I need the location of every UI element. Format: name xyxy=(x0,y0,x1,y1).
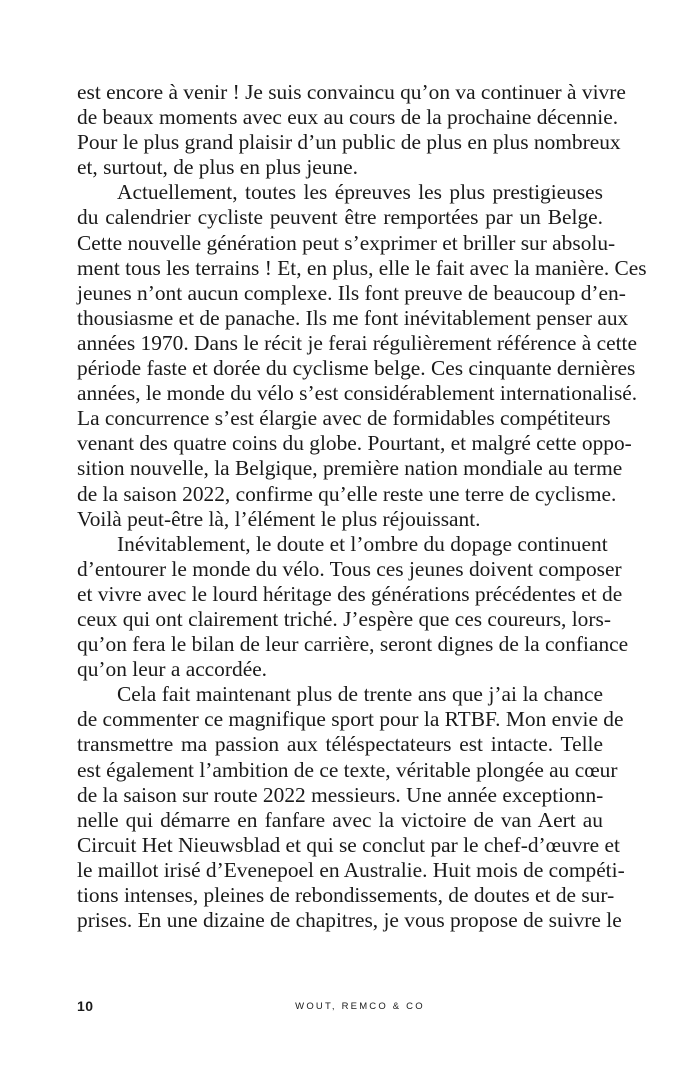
text-line: de la saison 2022, confirme qu’elle reste une terre de cyclisme. xyxy=(77,481,617,506)
text-line: le maillot irisé d’Evenepoel en Australie. Huit mois de compéti- xyxy=(77,857,625,882)
text-line: et, surtout, de plus en plus jeune. xyxy=(77,155,359,180)
page-number: 10 xyxy=(77,998,94,1014)
text-line: de beaux moments avec eux au cours de la prochaine décennie. xyxy=(77,105,619,130)
text-line: transmettre ma passion aux téléspectateurs est intacte. Telle xyxy=(77,732,603,757)
paragraph xyxy=(77,682,625,933)
text-line: de la saison sur route 2022 messieurs. Une année exceptionn- xyxy=(77,782,604,807)
text-line: ceux qui ont clairement triché. J’espère que ces coureurs, lors- xyxy=(77,606,611,631)
body-text xyxy=(77,80,647,933)
text-line: Voilà peut-être là, l’élément le plus réjouissant. xyxy=(77,506,481,531)
text-line: et vivre avec le lourd héritage des générations précédentes et de xyxy=(77,581,623,606)
text-line: période faste et dorée du cyclisme belge. Ces cinquante dernières xyxy=(77,356,636,381)
running-head: WOUT, REMCO & CO xyxy=(295,1001,425,1012)
text-line: sition nouvelle, la Belgique, première nation mondiale au terme xyxy=(77,456,623,481)
text-line: années, le monde du vélo s’est considérablement internationalisé. xyxy=(77,381,638,406)
text-line: Inévitablement, le doute et l’ombre du dopage continuent xyxy=(117,531,608,556)
text-line: qu’on leur a accordée. xyxy=(77,657,268,682)
text-line: ment tous les terrains ! Et, en plus, elle le fait avec la manière. Ces xyxy=(77,255,647,280)
text-line: Cette nouvelle génération peut s’exprimer et briller sur absolu- xyxy=(77,230,616,255)
text-line: Circuit Het Nieuwsblad et qui se conclut par le chef-d’œuvre et xyxy=(77,832,620,857)
text-line: nelle qui démarre en fanfare avec la victoire de van Aert au xyxy=(77,807,603,832)
text-line: d’entourer le monde du vélo. Tous ces jeunes doivent composer xyxy=(77,556,622,581)
paragraph xyxy=(77,531,629,683)
text-line: venant des quatre coins du globe. Pourtant, et malgré cette oppo- xyxy=(77,431,632,456)
text-line: jeunes n’ont aucun complexe. Ils font preuve de beaucoup d’en- xyxy=(77,280,626,305)
text-line: thousiasme et de panache. Ils me font inévitablement penser aux xyxy=(77,305,629,330)
paragraph xyxy=(77,180,647,531)
text-line: prises. En une dizaine de chapitres, je vous propose de suivre le xyxy=(77,908,622,933)
text-line: Cela fait maintenant plus de trente ans que j’ai la chance xyxy=(117,682,603,707)
text-line: années 1970. Dans le récit je ferai régulièrement référence à cette xyxy=(77,330,637,355)
text-line: du calendrier cycliste peuvent être remportées par un Belge. xyxy=(77,205,603,230)
paragraph xyxy=(77,80,626,180)
text-line: La concurrence s’est élargie avec de formidables compétiteurs xyxy=(77,406,611,431)
text-line: qu’on fera le bilan de leur carrière, seront dignes de la confiance xyxy=(77,632,629,657)
text-line: de commenter ce magnifique sport pour la RTBF. Mon envie de xyxy=(77,707,624,732)
text-line: Pour le plus grand plaisir d’un public de plus en plus nombreux xyxy=(77,130,621,155)
text-line: Actuellement, toutes les épreuves les plus prestigieuses xyxy=(117,180,603,205)
text-line: est encore à venir ! Je suis convaincu qu’on va continuer à vivre xyxy=(77,80,626,104)
text-line: est également l’ambition de ce texte, véritable plongée au cœur xyxy=(77,757,618,782)
text-line: tions intenses, pleines de rebondissements, de doutes et de sur- xyxy=(77,883,615,907)
